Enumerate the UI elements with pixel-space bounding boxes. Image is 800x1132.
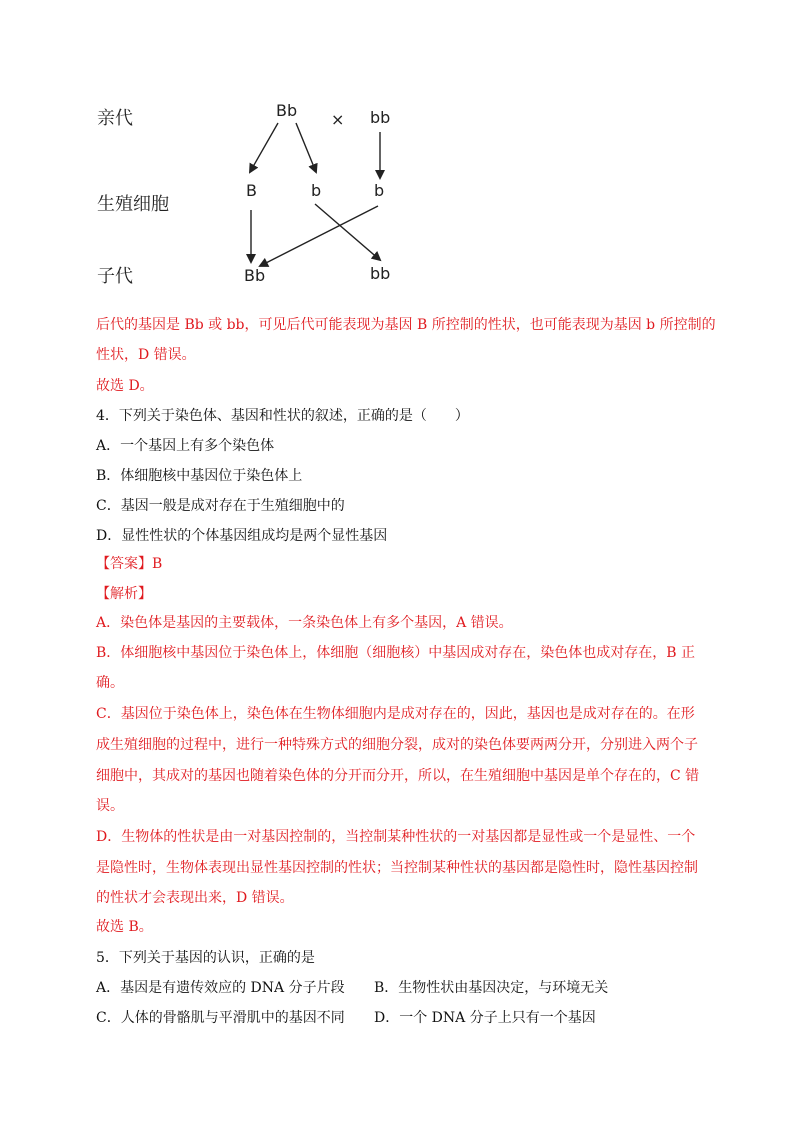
q4-analysis-line: C．基因位于染色体上，染色体在生物体细胞内是成对存在的，因此，基因也是成对存在的。在形	[96, 706, 695, 722]
parent2-genotype: bb	[370, 108, 391, 127]
q5-stem: 5．下列关于基因的认识，正确的是	[96, 950, 315, 966]
row-label-offspring: 子代	[97, 266, 133, 287]
q4-analysis-line: 确。	[96, 675, 124, 691]
q3-explanation-line1: 后代的基因是 Bb 或 bb，可见后代可能表现为基因 B 所控制的性状，也可能表现为基因 b 所控制的	[96, 317, 716, 333]
q4-analysis-line: B．体细胞核中基因位于染色体上，体细胞（细胞核）中基因成对存在，染色体也成对存在，B 正	[96, 645, 696, 661]
q4-analysis-line: 成生殖细胞的过程中，进行一种特殊方式的细胞分裂，成对的染色体要两两分开，分别进入两个子	[96, 737, 698, 753]
q4-analysis-title: 【解析】	[96, 586, 152, 602]
arrow-parent1-to-B	[250, 123, 278, 172]
q4-analysis-line: D．生物体的性状是由一对基因控制的，当控制某种性状的一对基因都是显性或一个是显性、一个	[96, 829, 696, 845]
row-label-gametes: 生殖细胞	[97, 194, 169, 215]
q4-option-b: B．体细胞核中基因位于染色体上	[96, 468, 303, 484]
gamete-b-1: b	[311, 181, 322, 200]
q5-option-a: A．基因是有遗传效应的 DNA 分子片段	[96, 980, 345, 996]
q5-option-b: B．生物性状由基因决定，与环境无关	[374, 980, 609, 996]
q4-answer: 【答案】B	[96, 556, 163, 572]
q3-choice: 故选 D。	[96, 378, 154, 394]
q5-option-d: D．一个 DNA 分子上只有一个基因	[374, 1010, 596, 1026]
row-label-parents: 亲代	[97, 108, 133, 129]
parent1-genotype: Bb	[276, 101, 298, 120]
gamete-b-2: b	[374, 181, 385, 200]
offspring-bb: bb	[370, 264, 391, 283]
q4-option-d: D．显性性状的个体基因组成均是两个显性基因	[96, 528, 388, 544]
q4-analysis-line: 细胞中，其成对的基因也随着染色体的分开而分开，所以，在生殖细胞中基因是单个存在的，C 错	[96, 768, 700, 784]
gamete-B: B	[246, 181, 257, 200]
q4-stem: 4．下列关于染色体、基因和性状的叙述，正确的是（ ）	[96, 408, 469, 424]
cross-symbol: ×	[331, 110, 345, 129]
arrow-parent1-to-b	[296, 123, 316, 172]
q4-analysis-line: 是隐性时，生物体表现出显性基因控制的性状；当控制某种性状的基因都是隐性时，隐性基因控制	[96, 860, 698, 876]
cross-arrows	[0, 0, 800, 300]
q4-analysis-line: 的性状才会表现出来，D 错误。	[96, 890, 294, 906]
q3-explanation-line2: 性状，D 错误。	[96, 347, 196, 363]
q4-analysis-line: A．染色体是基因的主要载体，一条染色体上有多个基因，A 错误。	[96, 615, 513, 631]
arrow-b-to-bb	[315, 204, 380, 260]
q4-analysis-line: 误。	[96, 798, 124, 814]
q4-option-a: A．一个基因上有多个染色体	[96, 438, 275, 454]
q5-option-c: C．人体的骨骼肌与平滑肌中的基因不同	[96, 1010, 345, 1026]
offspring-Bb: Bb	[244, 266, 266, 285]
arrow-b-to-Bb	[260, 206, 378, 266]
genetic-cross-diagram	[0, 0, 800, 300]
q4-choice: 故选 B。	[96, 919, 153, 935]
q4-option-c: C．基因一般是成对存在于生殖细胞中的	[96, 498, 345, 514]
